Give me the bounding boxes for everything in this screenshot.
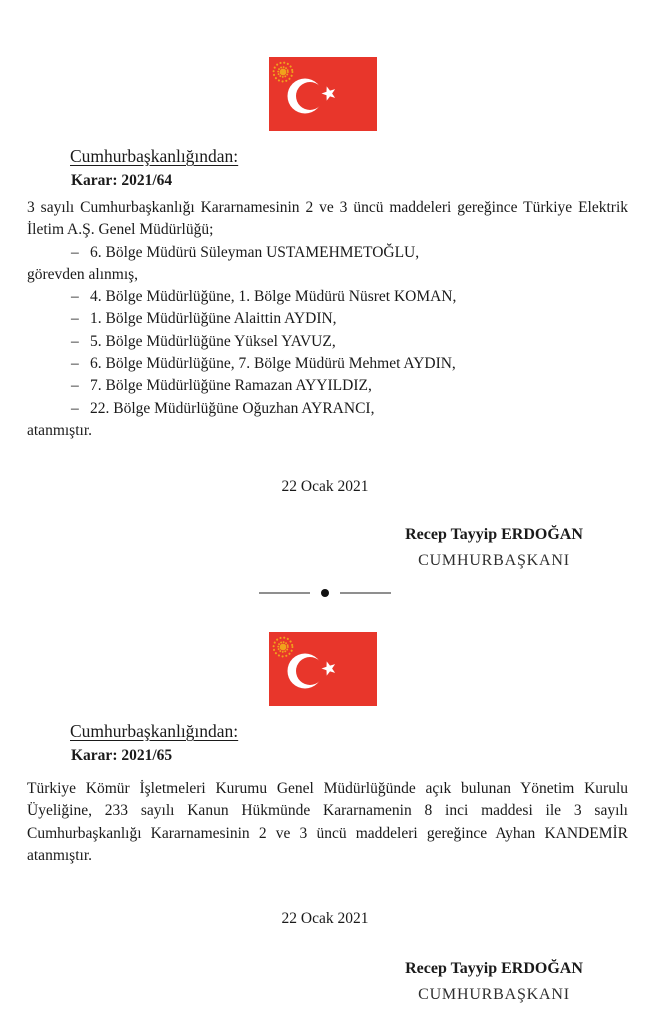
line-dash: – bbox=[71, 355, 79, 373]
line-text: 4. Bölge Müdürlüğüne, 1. Bölge Müdürü Nüsret KOMAN, bbox=[90, 288, 457, 306]
line-dash: – bbox=[71, 332, 79, 350]
line-dash: – bbox=[71, 288, 79, 306]
turkish-presidential-flag-svg bbox=[269, 57, 377, 131]
decree1-intro: 3 sayılı Cumhurbaşkanlığı Kararnamesinin 2 ve 3 üncü maddeleri gereğince Türkiye Elektrik İletim A.Ş. Genel Müdürlüğü; bbox=[27, 199, 628, 239]
decree1-signature-block bbox=[366, 526, 622, 570]
divider-rule-left bbox=[259, 592, 310, 594]
line-text: atanmıştır. bbox=[27, 421, 93, 439]
divider-rule-right bbox=[340, 592, 391, 594]
decree2-date: 22 Ocak 2021 bbox=[281, 910, 369, 927]
line-dash: – bbox=[71, 243, 79, 261]
appointment-line bbox=[27, 353, 628, 375]
line-dash: – bbox=[71, 377, 79, 395]
line-text: 6. Bölge Müdürü Süleyman USTAMEHMETOĞLU, bbox=[90, 243, 420, 261]
section-divider bbox=[0, 586, 650, 600]
decree1-authority-heading: Cumhurbaşkanlığından: bbox=[70, 146, 239, 166]
line-text: 7. Bölge Müdürlüğüne Ramazan AYYILDIZ, bbox=[90, 377, 372, 395]
appointment-line bbox=[27, 242, 628, 264]
appointment-line bbox=[27, 420, 628, 442]
line-text: 5. Bölge Müdürlüğüne Yüksel YAVUZ, bbox=[90, 332, 336, 350]
appointment-line bbox=[27, 375, 628, 397]
decree2-authority-heading: Cumhurbaşkanlığından: bbox=[70, 721, 239, 741]
decree1-number: Karar: 2021/64 bbox=[71, 172, 173, 189]
decree1-date: 22 Ocak 2021 bbox=[281, 478, 369, 495]
line-text: 1. Bölge Müdürlüğüne Alaittin AYDIN, bbox=[90, 310, 337, 328]
appointment-line bbox=[27, 286, 628, 308]
decree2-body: Türkiye Kömür İşletmeleri Kurumu Genel Müdürlüğünde açık bulunan Yönetim Kurulu Üyeliğine, 233 sayılı Kanun Hükmünde Kararnamenin 8 inci maddesi ile 3 sayılı Cumhurbaşkanlığı Kararnamesinin 2 ve 3 üncü maddeleri gereğince Ayhan KANDEMİR atanmıştır. bbox=[27, 780, 628, 864]
signer-title: CUMHURBAŞKANI bbox=[418, 552, 570, 569]
decree2-signature-block bbox=[366, 960, 622, 1004]
line-dash: – bbox=[71, 399, 79, 417]
signer-title: CUMHURBAŞKANI bbox=[418, 986, 570, 1003]
presidential-flag-icon bbox=[269, 632, 377, 706]
turkish-presidential-flag-svg bbox=[269, 632, 377, 706]
signer-name: Recep Tayyip ERDOĞAN bbox=[405, 960, 583, 977]
decree1-body bbox=[27, 197, 628, 442]
line-text: görevden alınmış, bbox=[27, 265, 139, 283]
appointment-line bbox=[27, 398, 628, 420]
line-text: 22. Bölge Müdürlüğüne Oğuzhan AYRANCI, bbox=[90, 399, 375, 417]
line-text: 6. Bölge Müdürlüğüne, 7. Bölge Müdürü Mehmet AYDIN, bbox=[90, 355, 456, 373]
appointment-line bbox=[27, 264, 628, 286]
appointment-line bbox=[27, 308, 628, 330]
signer-name: Recep Tayyip ERDOĞAN bbox=[405, 526, 583, 543]
divider-dot bbox=[321, 589, 329, 597]
presidential-flag-icon bbox=[269, 57, 377, 131]
decree2-number: Karar: 2021/65 bbox=[71, 747, 173, 764]
line-dash: – bbox=[71, 310, 79, 328]
appointment-line bbox=[27, 331, 628, 353]
